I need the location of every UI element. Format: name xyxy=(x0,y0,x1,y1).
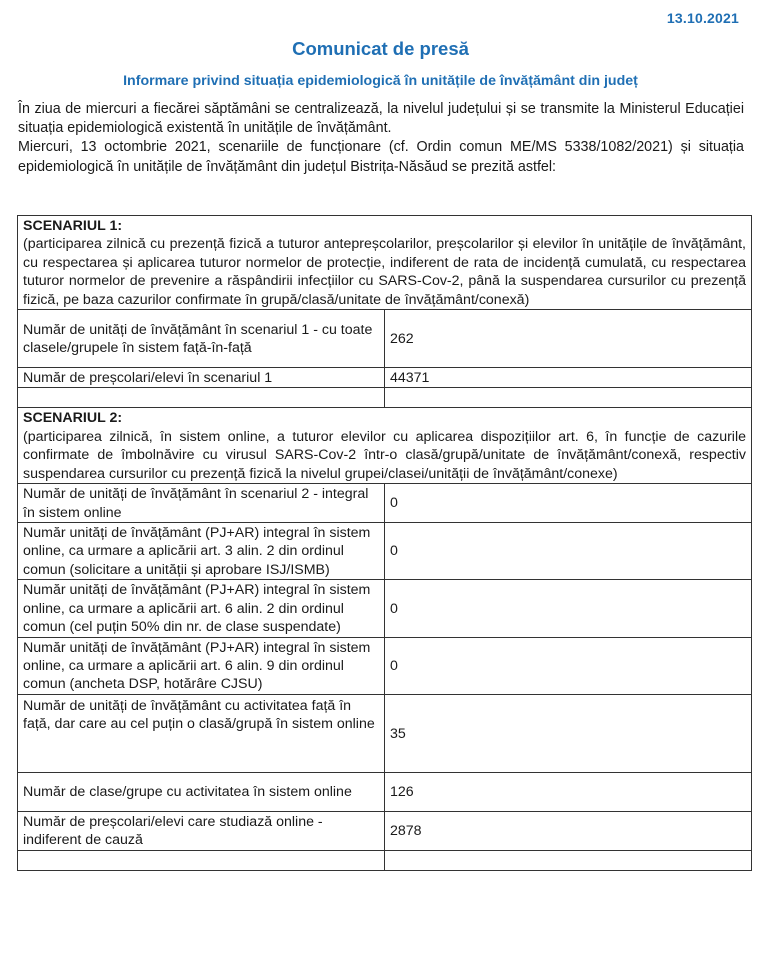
row-label: Număr de preșcolari/elevi care studiază online - indiferent de cauză xyxy=(18,811,385,850)
page-title: Comunicat de presă xyxy=(292,38,469,59)
scenario-2-description: (participarea zilnică, în sistem online, a tuturor elevilor cu aplicarea dispozițiilor art. 6, în funcție de cazurile confirmate de îmbolnăvire cu virusul SARS-Cov-2 într-o clasă/grupă/unitate de învățământ/conexă, respectiv suspendarea cursurilor cu prezență fizică la nivelul grupei/clasei/unității de învățământ/conexe) xyxy=(23,428,746,482)
table-row xyxy=(18,368,752,388)
row-label xyxy=(18,388,385,408)
table-row xyxy=(18,694,752,772)
release-date: 13.10.2021 xyxy=(666,10,739,26)
row-value: 126 xyxy=(385,772,752,811)
row-label xyxy=(18,850,385,870)
table-row xyxy=(18,310,752,368)
table-row-empty xyxy=(18,388,752,408)
scenario-1-description: (participarea zilnică cu prezență fizică a tuturor antepreșcolarilor, preșcolarilor și elevilor în unitățile de învățământ, cu respectarea și aplicarea tuturor normelor de protecție, indiferent de rata de incidență cumulată, cu respectarea tuturor normelor de prevenire a răspândirii infecțiilor cu SARS-Cov-2, până la suspendarea cursurilor cu prezență fizică, pe baza cazurilor confirmate în grupă/clasă/unitate de învățământ/conexă) xyxy=(23,236,746,308)
row-value xyxy=(385,850,752,870)
scenario-1-header-cell xyxy=(18,216,752,310)
intro-paragraph-1: În ziua de miercuri a fiecărei săptămâni se centralizează, la nivelul județului și se transmite la Ministerul Educației situația epidemiologică existentă în unitățile de învățământ. xyxy=(18,101,744,137)
row-value: 35 xyxy=(385,694,752,772)
table-row xyxy=(18,772,752,811)
table-row xyxy=(18,637,752,694)
row-label: Număr de clase/grupe cu activitatea în sistem online xyxy=(18,772,385,811)
row-value: 0 xyxy=(385,523,752,580)
row-label: Număr unități de învățământ (PJ+AR) integral în sistem online, ca urmare a aplicării art. 3 alin. 2 din ordinul comun (solicitare a unității și aprobare ISJ/ISMB) xyxy=(18,523,385,580)
row-value: 2878 xyxy=(385,811,752,850)
scenario-1-header-row xyxy=(18,216,752,310)
scenario-2-header-row xyxy=(18,408,752,484)
scenario-table xyxy=(17,215,752,871)
row-value: 0 xyxy=(385,580,752,637)
row-label: Număr de unități de învățământ cu activitatea față în față, dar care au cel puțin o clasă/grupă în sistem online xyxy=(18,694,385,772)
table-row-empty xyxy=(18,850,752,870)
row-value: 0 xyxy=(385,637,752,694)
scenario-2-heading: SCENARIUL 2: xyxy=(23,410,123,427)
row-label: Număr de unități de învățământ în scenariul 2 - integral în sistem online xyxy=(18,484,385,523)
row-label: Număr unități de învățământ (PJ+AR) integral în sistem online, ca urmare a aplicării art. 6 alin. 2 din ordinul comun (cel puțin 50% din nr. de clase suspendate) xyxy=(18,580,385,637)
table-row xyxy=(18,811,752,850)
row-label: Număr de preșcolari/elevi în scenariul 1 xyxy=(18,368,385,388)
table-row xyxy=(18,484,752,523)
row-value: 44371 xyxy=(385,368,752,388)
row-label: Număr de unități de învățământ în scenariul 1 - cu toate clasele/grupele în sistem față-în-față xyxy=(18,310,385,368)
intro-paragraph-2: Miercuri, 13 octombrie 2021, scenariile de funcționare (cf. Ordin comun ME/MS 5338/1082/2021) și situația epidemiologică în unitățile de învățământ din județul Bistrița-Năsăud se prezită astfel: xyxy=(18,139,744,175)
table-row xyxy=(18,523,752,580)
intro-text xyxy=(18,100,744,177)
row-value xyxy=(385,388,752,408)
row-value: 262 xyxy=(385,310,752,368)
scenario-1-heading: SCENARIUL 1: xyxy=(23,218,123,234)
page-subtitle: Informare privind situația epidemiologică în unitățile de învățământ din județ xyxy=(123,73,638,89)
table-row xyxy=(18,580,752,637)
row-label: Număr unități de învățământ (PJ+AR) integral în sistem online, ca urmare a aplicării art. 6 alin. 9 din ordinul comun (ancheta DSP, hotărâre CJSU) xyxy=(18,637,385,694)
row-value: 0 xyxy=(385,484,752,523)
scenario-2-header-cell xyxy=(18,408,752,484)
